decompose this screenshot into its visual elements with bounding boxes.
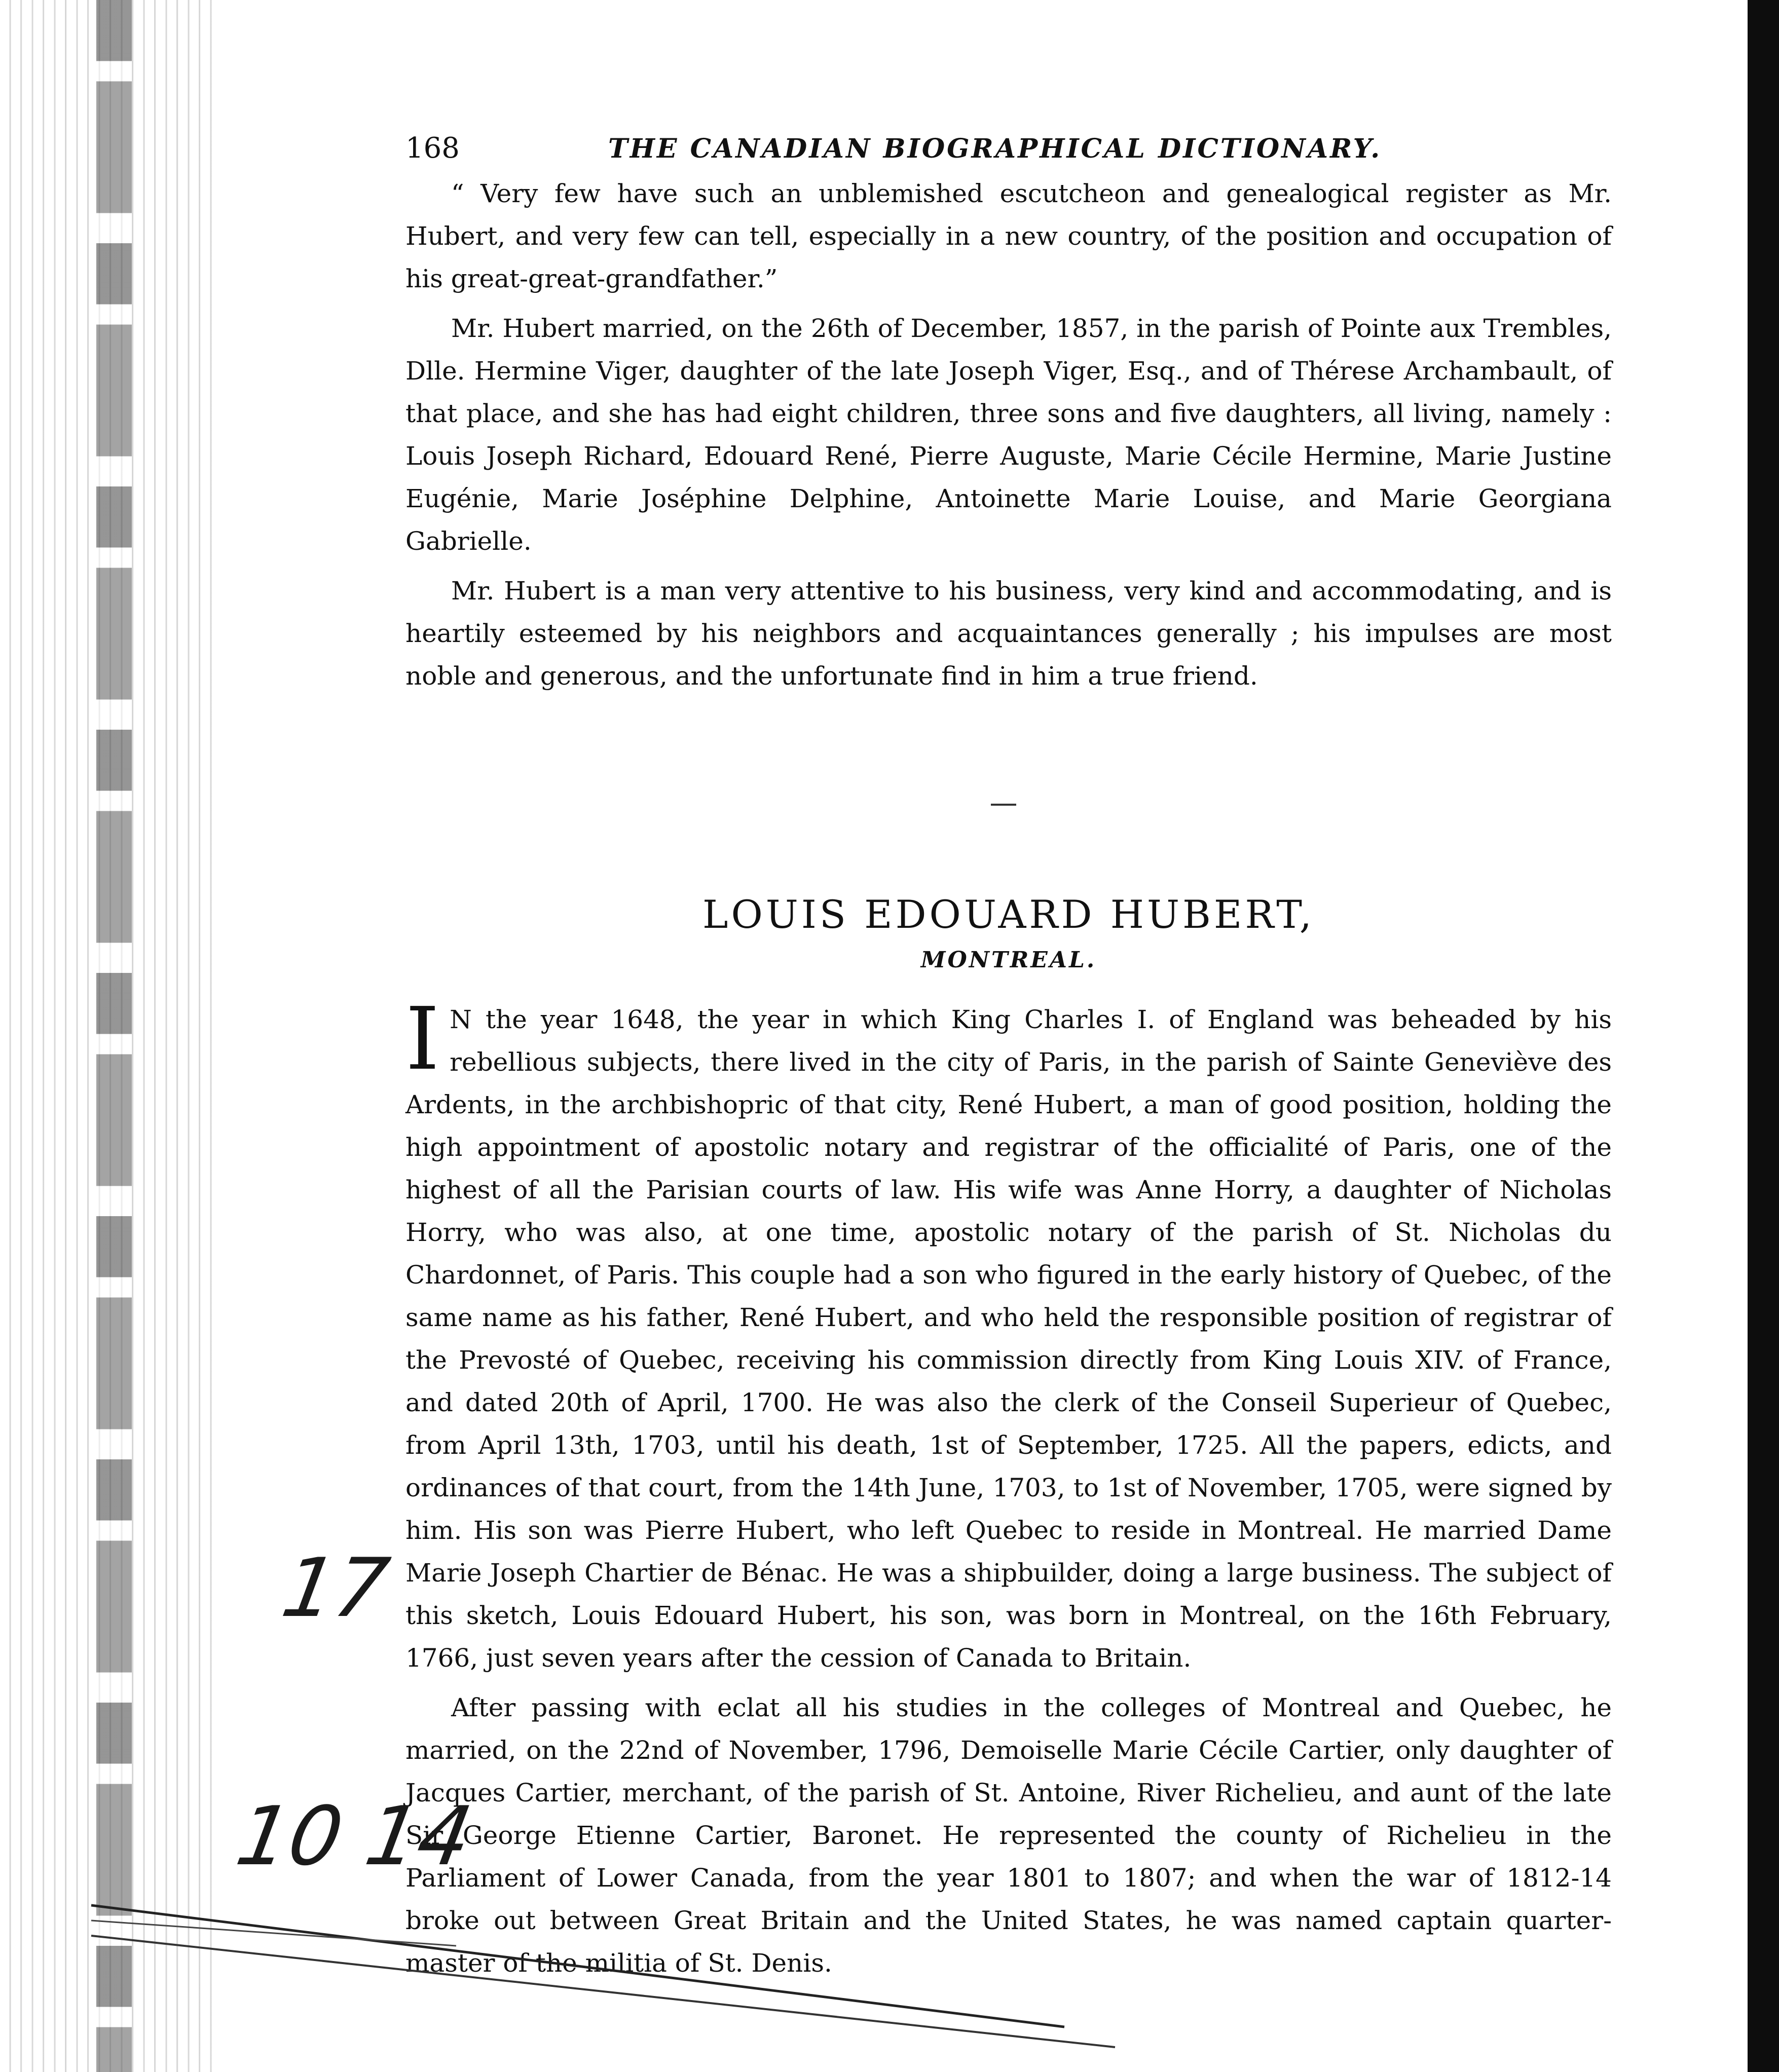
section-divider	[991, 804, 1016, 806]
entry-second-paragraph: After passing with eclat all his studies in the colleges of Montreal and Quebec, he married, on the 22nd of November, 1796, Demoiselle Marie Cécile Cartier, only daughter of Jacques Cartier, merchant, of the parish of St. Antoine, River Richelieu, and aunt of the late Sir George Etienne Cartier, Baronet. He represented the county of Richelieu in the Parliament of Lower Canada, from the year 1801 to 1807; and when the war of 1812-14 broke out between Great Britain and the United States, he was named captain quarter-master of the militia of St. Denis.	[405, 1693, 1612, 1978]
quote-paragraph: “ Very few have such an unblemished escutcheon and genealogical register as Mr. Hubert, and very few can tell, especially in a new country, of the position and occupation of his great-great-grandfather.”	[405, 179, 1612, 293]
entry-first-paragraph	[405, 989, 1612, 1679]
pen-line-2	[91, 1936, 1115, 2047]
entry-title: LOUIS EDOUARD HUBERT,	[702, 892, 1315, 937]
drop-cap: I	[405, 989, 440, 1089]
entry-first-paragraph-text: N the year 1648, the year in which King Charles I. of England was beheaded by his rebellious subjects, there lived in the city of Paris, in the parish of Sainte Geneviève des Ardents, in the archbishopric of that city, René Hubert, a man of good position, holding the high appointment of apostolic notary and registrar of the officialité of Paris, one of the highest of all the Parisian courts of law. His wife was Anne Horry, a daughter of Nicholas Horry, who was also, at one time, apostolic notary of the parish of St. Nicholas du Chardonnet, of Paris. This couple had a son who figured in the early history of Quebec, of the same name as his father, René Hubert, and who held the responsible position of registrar of the Prevosté of Quebec, receiving his commission directly from King Louis XIV. of France, and dated 20th of April, 1700. He was also the clerk of the Conseil Superieur of Quebec, from April 13th, 1703, until his death, 1st of September, 1725. All the papers, edicts, and ordinances of that court, from the 14th June, 1703, to 1st of November, 1705, were signed by him. His son was Pierre Hubert, who left Quebec to reside in Montreal. He married Dame Marie Joseph Chartier de Bénac. He was a shipbuilder, doing a large business. The subject of this sketch, Louis Edouard Hubert, his son, was born in Montreal, on the 16th February, 1766, just seven years after the cession of Canada to Britain.	[405, 1005, 1612, 1673]
pen-line-1	[91, 1905, 1064, 2027]
running-title: THE CANADIAN BIOGRAPHICAL DICTIONARY.	[608, 133, 1382, 164]
running-header	[405, 132, 1612, 172]
stray-pen-lines	[0, 1875, 1779, 2072]
page-number: 168	[405, 132, 460, 165]
handwritten-note-10-14: 10 14	[230, 1789, 479, 1883]
binding-edge	[1748, 0, 1779, 2072]
book-page	[405, 132, 1612, 1984]
character-paragraph: Mr. Hubert is a man very attentive to his business, very kind and accommodating, and is heartily esteemed by his neighbors and acquaintances generally ; his impulses are most noble and generous, and the unfortunate find in him a true friend.	[405, 576, 1612, 691]
handwritten-note-17: 17	[275, 1540, 396, 1635]
scanned-left-edge	[0, 0, 213, 2072]
entry-location: MONTREAL.	[920, 947, 1097, 973]
marriage-paragraph: Mr. Hubert married, on the 26th of December, 1857, in the parish of Pointe aux Trembles, Dlle. Hermine Viger, daughter of the late Joseph Viger, Esq., and of Thérese Archambault, of that place, and she has had eight children, three sons and five daughters, all living, namely : Louis Joseph Richard, Edouard René, Pierre Auguste, Marie Cécile Hermine, Marie Justine Eugénie, Marie Joséphine Delphine, Antoinette Marie Louise, and Marie Georgiana Gabrielle.	[405, 314, 1612, 556]
